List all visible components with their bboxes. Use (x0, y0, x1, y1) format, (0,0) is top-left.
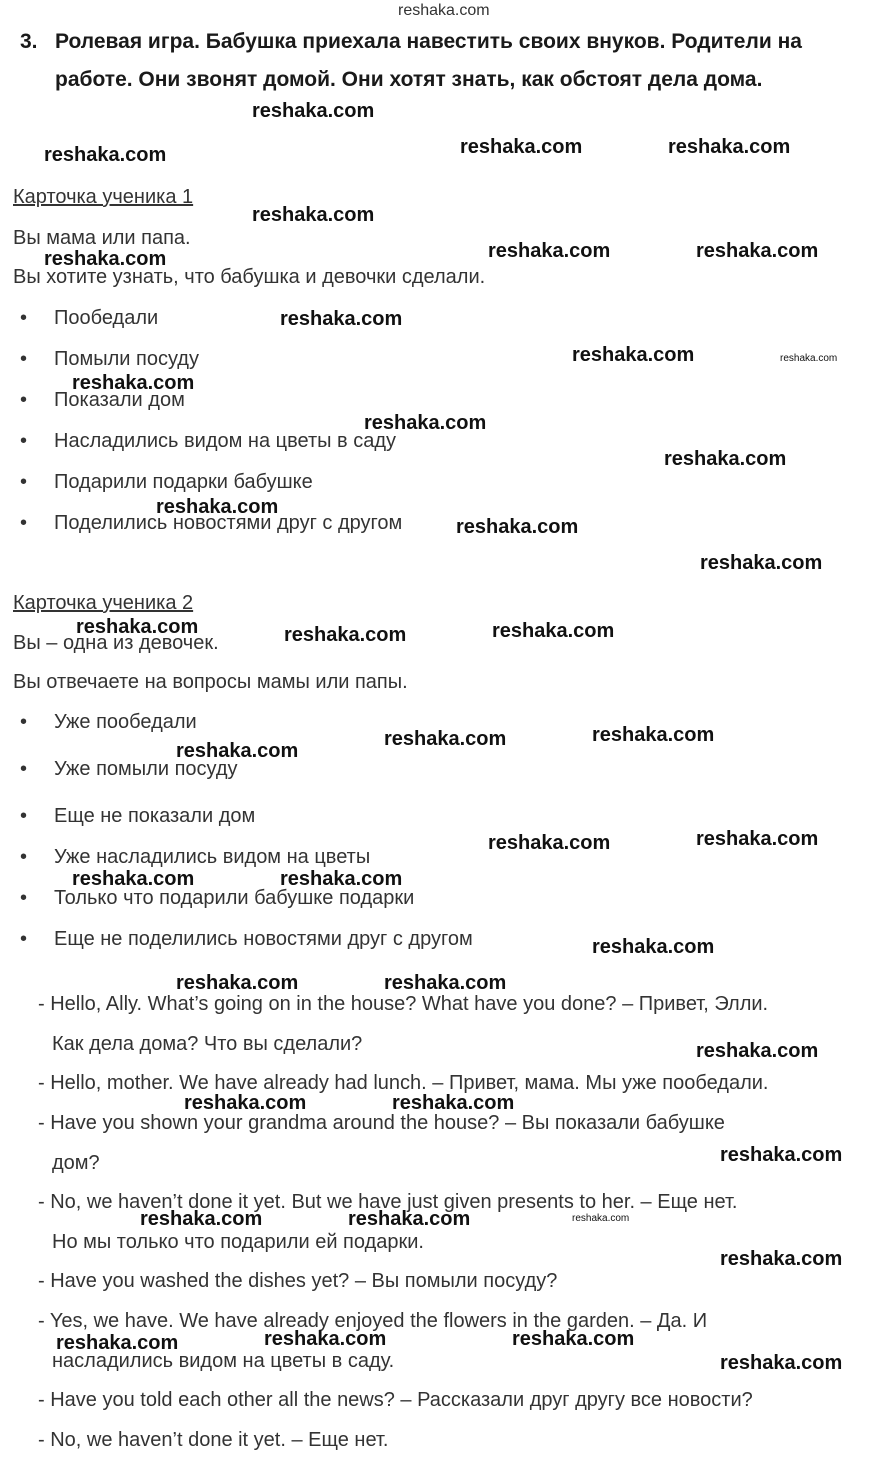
watermark: reshaka.com (460, 136, 583, 158)
watermark: reshaka.com (72, 868, 195, 890)
watermark: reshaka.com (156, 496, 279, 518)
dialogue-line: - Have you washed the dishes yet? – Вы помыли посуду? (38, 1270, 558, 1292)
card-1-title: Карточка ученика 1 (13, 186, 194, 208)
task-title-line-1: Ролевая игра. Бабушка приехала навестить своих внуков. Родители на (55, 30, 802, 53)
watermark: reshaka.com (76, 616, 199, 638)
watermark: reshaka.com (512, 1328, 635, 1350)
watermark: reshaka.com (456, 516, 579, 538)
watermark: reshaka.com (140, 1208, 263, 1230)
watermark: reshaka.com (696, 828, 819, 850)
watermark: reshaka.com (44, 248, 167, 270)
card-1-task: Вы хотите узнать, что бабушка и девочки сделали. (13, 266, 486, 288)
dialogue-line: - Have you told each other all the news? – Рассказали друг другу все новости? (38, 1389, 753, 1411)
card-2-item: • Только что подарили бабушке подарки (20, 887, 415, 909)
dialogue-line: - Have you shown your grandma around the house? – Вы показали бабушке (38, 1112, 725, 1134)
task-title-line-2: работе. Они звонят домой. Они хотят знать, как обстоят дела дома. (55, 68, 763, 91)
card-2-item: • Еще не показали дом (20, 805, 256, 827)
dialogue-line: - No, we haven’t done it yet. – Еще нет. (38, 1429, 389, 1451)
watermark: reshaka.com (488, 832, 611, 854)
watermark: reshaka.com (572, 344, 695, 366)
watermark: reshaka.com (56, 1332, 179, 1354)
watermark: reshaka.com (264, 1328, 387, 1350)
watermark: reshaka.com (280, 308, 403, 330)
watermark: reshaka.com (696, 1040, 819, 1062)
watermark: reshaka.com (364, 412, 487, 434)
watermark: reshaka.com (592, 936, 715, 958)
header-watermark: reshaka.com (398, 2, 490, 19)
watermark: reshaka.com (488, 240, 611, 262)
card-1-item: • Пообедали (20, 307, 159, 329)
watermark: reshaka.com (592, 724, 715, 746)
card-2-task: Вы отвечаете на вопросы мамы или папы. (13, 671, 408, 693)
small-watermark: reshaka.com (572, 1213, 630, 1224)
dialogue-line: - No, we haven’t done it yet. But we have just given presents to her. – Еще нет. (38, 1191, 738, 1213)
watermark: reshaka.com (668, 136, 791, 158)
watermark: reshaka.com (720, 1248, 843, 1270)
watermark: reshaka.com (252, 100, 375, 122)
watermark: reshaka.com (696, 240, 819, 262)
card-2-item: • Уже помыли посуду (20, 758, 238, 780)
watermark: reshaka.com (284, 624, 407, 646)
watermark: reshaka.com (392, 1092, 515, 1114)
dialogue-line: насладились видом на цветы в саду. (52, 1350, 395, 1372)
dialogue-line: Но мы только что подарили ей подарки. (52, 1231, 424, 1253)
card-1-item: • Показали дом (20, 389, 185, 411)
watermark: reshaka.com (176, 972, 299, 994)
watermark: reshaka.com (492, 620, 615, 642)
watermark: reshaka.com (720, 1352, 843, 1374)
watermark: reshaka.com (72, 372, 195, 394)
watermark: reshaka.com (384, 728, 507, 750)
watermark: reshaka.com (384, 972, 507, 994)
card-1-item: • Насладились видом на цветы в саду (20, 430, 397, 452)
card-2-role: Вы – одна из девочек. (13, 632, 219, 654)
card-2-item: • Уже пообедали (20, 711, 197, 733)
watermark: reshaka.com (280, 868, 403, 890)
card-1-item: • Помыли посуду (20, 348, 199, 370)
dialogue-line: - Yes, we have. We have already enjoyed the flowers in the garden. – Да. И (38, 1310, 708, 1332)
card-2-item: • Уже насладились видом на цветы (20, 846, 371, 868)
watermark: reshaka.com (720, 1144, 843, 1166)
watermark: reshaka.com (700, 552, 823, 574)
watermark: reshaka.com (348, 1208, 471, 1230)
dialogue-line: дом? (52, 1152, 100, 1174)
card-1-role: Вы мама или папа. (13, 227, 191, 249)
card-2-item: • Еще не поделились новостями друг с другом (20, 928, 473, 950)
dialogue-line: Как дела дома? Что вы сделали? (52, 1033, 363, 1055)
dialogue-line: - Hello, Ally. What’s going on in the house? What have you done? – Привет, Элли. (38, 993, 769, 1015)
small-watermark: reshaka.com (780, 353, 838, 364)
watermark: reshaka.com (184, 1092, 307, 1114)
watermark: reshaka.com (252, 204, 375, 226)
card-2-title: Карточка ученика 2 (13, 592, 194, 614)
watermark: reshaka.com (44, 144, 167, 166)
card-1-item: • Поделились новостями друг с другом (20, 512, 403, 534)
watermark: reshaka.com (664, 448, 787, 470)
card-1-item: • Подарили подарки бабушке (20, 471, 313, 493)
task-number: 3. (20, 30, 38, 53)
watermark: reshaka.com (176, 740, 299, 762)
dialogue-line: - Hello, mother. We have already had lunch. – Привет, мама. Мы уже пообедали. (38, 1072, 769, 1094)
